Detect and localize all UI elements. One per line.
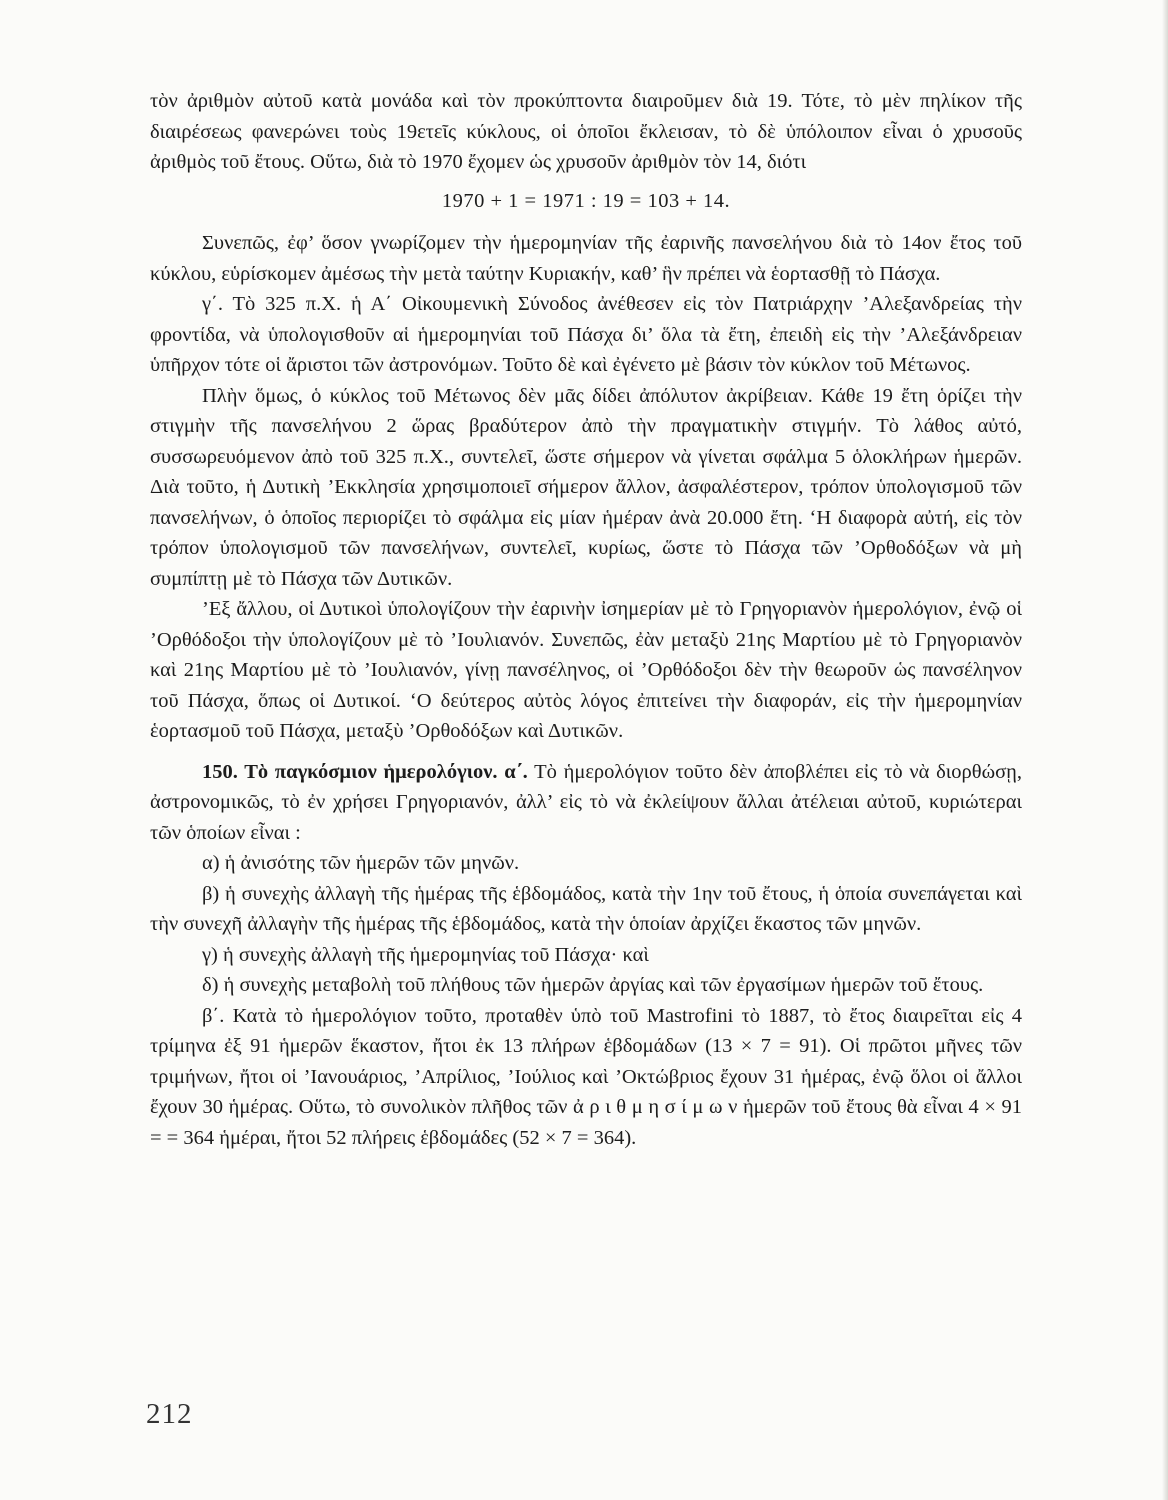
list-item-d: δ) ἡ συνεχὴς μεταβολὴ τοῦ πλήθους τῶν ἡμερῶν ἀργίας καὶ τῶν ἐργασίμων ἡμερῶν τοῦ ἔτους. bbox=[202, 974, 984, 996]
page-body bbox=[150, 86, 1022, 1153]
scan-edge-shadow bbox=[1162, 0, 1168, 1500]
paragraph-meton-cycle: Πλὴν ὅμως, ὁ κύκλος τοῦ Μέτωνος δὲν μᾶς δίδει ἀπόλυτον ἀκρίβειαν. Κάθε 19 ἔτη ὁρίζει τὴν στιγμὴν τῆς πανσελήνου 2 ὥρας βραδύτερον ἀπὸ τὴν πραγματικὴν στιγμήν. Τὸ λάθος αὐτό, συσσωρευόμενον ἀπὸ τοῦ 325 π.Χ., συντελεῖ, ὥστε σήμερον νὰ γίνεται σφάλμα 5 ὁλοκλήρων ἡμερῶν. Διὰ τοῦτο, ἡ Δυτικὴ ’Εκκλησία χρησιμοποιεῖ σήμερον ἄλλον, ἀσφαλέστερον, τρόπον ὑπολογισμοῦ τῶν πανσελήνων, ὁ ὁποῖος περιορίζει τὸ σφάλμα εἰς μίαν ἡμέραν ἀνὰ 20.000 ἔτη. ‘Η διαφορὰ αὐτή, εἰς τὸν τρόπον ὑπολογισμοῦ τῶν πανσελήνων, συντελεῖ, κυρίως, ὥστε τὸ Πάσχα τῶν ’Ορθοδόξων νὰ μὴ συμπίπτῃ μὲ τὸ Πάσχα τῶν Δυτικῶν. bbox=[150, 384, 1022, 590]
paragraph-consequently: Συνεπῶς, ἐφ’ ὅσον γνωρίζομεν τὴν ἡμερομηνίαν τῆς ἐαρινῆς πανσελήνου διὰ τὸ 14ον ἔτος τοῦ κύκλου, εὑρίσκομεν ἀμέσως τὴν μετὰ ταύτην Κυριακήν, καθ’ ἣν πρέπει νὰ ἑορτασθῇ τὸ Πάσχα. bbox=[150, 232, 1022, 285]
list-item-b: β) ἡ συνεχὴς ἀλλαγὴ τῆς ἡμέρας τῆς ἑβδομάδος, κατὰ τὴν 1ην τοῦ ἔτους, ἡ ὁποία συνεπάγεται καὶ τὴν συνεχῆ ἀλλαγὴν τῆς ἡμέρας τῆς ἑβδομάδος, κατὰ τὴν ὁποίαν ἀρχίζει ἕκαστος τῶν μηνῶν. bbox=[150, 882, 1022, 935]
paragraph-beta: β΄. Κατὰ τὸ ἡμερολόγιον τοῦτο, προταθὲν ὑπὸ τοῦ Mastrofini τὸ 1887, τὸ ἔτος διαιρεῖται εἰς 4 τρίμηνα ἐξ 91 ἡμερῶν ἕκαστον, ἤτοι ἐκ 13 πλήρων ἑβδομάδων (13 × 7 = 91). Οἱ πρῶτοι μῆνες τῶν τριμήνων, ἤτοι οἱ ’Ιανουάριος, ’Απρίλιος, ’Ιούλιος καὶ ’Οκτώβριος ἔχουν 31 ἡμέρας, ἐνῷ ὅλοι οἱ ἄλλοι ἔχουν 30 ἡμέρας. Οὕτω, τὸ συνολικὸν πλῆθος τῶν ἀ ρ ι θ μ η σ ί μ ω ν ἡμερῶν τοῦ ἔτους θὰ εἶναι 4 × 91 = = 364 ἡμέραι, ἤτοι 52 πλήρεις ἑβδομάδες (52 × 7 = 364). bbox=[150, 1004, 1022, 1149]
section-150 bbox=[150, 757, 1022, 849]
paragraph-equinox: ’Εξ ἄλλου, οἱ Δυτικοὶ ὑπολογίζουν τὴν ἐαρινὴν ἰσημερίαν μὲ τὸ Γρηγοριανὸν ἡμερολόγιον, ἐνῷ οἱ ’Ορθόδοξοι τὴν ὑπολογίζουν μὲ τὸ ’Ιουλιανόν. Συνεπῶς, ἐὰν μεταξὺ 21ης Μαρτίου μὲ τὸ Γρηγοριανὸν καὶ 21ης Μαρτίου μὲ τὸ ’Ιουλιανόν, γίνῃ πανσέληνος, οἱ ’Ορθόδοξοι δὲν τὴν θεωροῦν ὡς πανσέληνον τοῦ Πάσχα, ὅπως οἱ Δυτικοί. ‘Ο δεύτερος αὐτὸς λόγος ἐπιτείνει τὴν διαφοράν, εἰς τὴν ἡμερομηνίαν ἑορτασμοῦ τοῦ Πάσχα, μεταξὺ ’Ορθοδόξων καὶ Δυτικῶν. bbox=[150, 598, 1022, 742]
paragraph-gamma: γ΄. Τὸ 325 π.Χ. ἡ Α΄ Οἰκουμενικὴ Σύνοδος ἀνέθεσεν εἰς τὸν Πατριάρχην ’Αλεξανδρείας τὴν φροντίδα, νὰ ὑπολογισθοῦν αἱ ἡμερομηνίαι τοῦ Πάσχα δι’ ὅλα τὰ ἔτη, ἐπειδὴ εἰς τὴν ’Αλεξάνδρειαν ὑπῆρχον τότε οἱ ἄριστοι τῶν ἀστρονόμων. Τοῦτο δὲ καὶ ἐγένετο μὲ βάσιν τὸν κύκλον τοῦ Μέτωνος. bbox=[150, 293, 1022, 376]
list-item-a: α) ἡ ἀνισότης τῶν ἡμερῶν τῶν μηνῶν. bbox=[202, 852, 520, 874]
section-intro-text: Τὸ ἡμερολόγιον τοῦτο δὲν ἀποβλέπει εἰς τὸ νὰ διορθώσῃ, ἀστρονομικῶς, τὸ ἐν χρήσει Γρηγοριανόν, ἀλλ’ εἰς τὸ νὰ ἐκλείψουν ἄλλαι ἀτέλειαι αὐτοῦ, κυριώτεραι τῶν ὁποίων εἶναι : bbox=[150, 760, 1022, 844]
paragraph-intro: τὸν ἀριθμὸν αὐτοῦ κατὰ μονάδα καὶ τὸν προκύπτοντα διαιροῦμεν διὰ 19. Τότε, τὸ μὲν πηλίκον τῆς διαιρέσεως φανερώνει τοὺς 19ετεῖς κύκλους, οἱ ὁποῖοι ἔκλεισαν, τὸ δὲ ὑπόλοιπον εἶναι ὁ χρυσοῦς ἀριθμὸς τοῦ ἔτους. Οὕτω, διὰ τὸ 1970 ἔχομεν ὡς χρυσοῦν ἀριθμὸν τὸν 14, διότι bbox=[150, 90, 1022, 173]
golden-number-formula: 1970 + 1 = 1971 : 19 = 103 + 14. bbox=[441, 189, 731, 212]
list-item-c: γ) ἡ συνεχὴς ἀλλαγὴ τῆς ἡμερομηνίας τοῦ Πάσχα· καὶ bbox=[202, 943, 649, 966]
section-heading: 150. Τὸ παγκόσμιον ἡμερολόγιον. α΄. bbox=[202, 760, 528, 783]
page-number: 212 bbox=[146, 1398, 193, 1430]
